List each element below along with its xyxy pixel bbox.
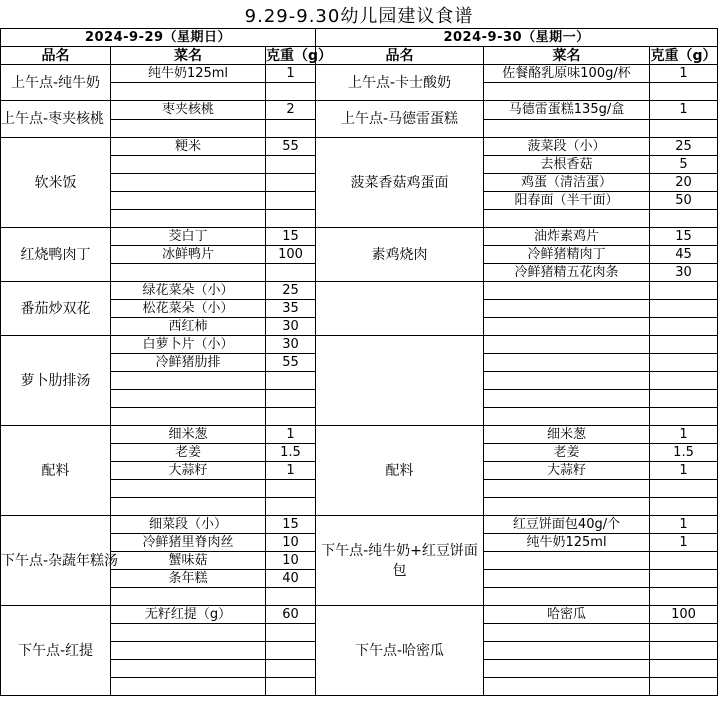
empty-cell [266, 624, 316, 642]
meal-name [316, 336, 484, 426]
dish-name: 佐餐酪乳原味100g/杯 [484, 65, 650, 83]
empty-cell [266, 642, 316, 660]
empty-cell [266, 480, 316, 498]
meal-name: 菠菜香菇鸡蛋面 [316, 138, 484, 228]
dish-name: 冷鲜猪肋排 [111, 354, 266, 372]
empty-cell [266, 192, 316, 210]
dish-name: 纯牛奶125ml [484, 534, 650, 552]
empty-cell [111, 480, 266, 498]
empty-cell [484, 570, 650, 588]
dish-name: 红豆饼面包40g/个 [484, 516, 650, 534]
dish-weight: 1 [650, 516, 718, 534]
empty-cell [650, 552, 718, 570]
dish-name: 无籽红提（g） [111, 606, 266, 624]
empty-cell [650, 300, 718, 318]
table-row [1, 65, 718, 83]
dish-name: 西红柿 [111, 318, 266, 336]
table-row [1, 228, 718, 246]
dish-name: 细米葱 [111, 426, 266, 444]
dish-weight: 1.5 [650, 444, 718, 462]
empty-cell [484, 282, 650, 300]
dish-weight: 1 [650, 426, 718, 444]
table-row [1, 336, 718, 354]
empty-cell [111, 264, 266, 282]
empty-cell [650, 678, 718, 696]
empty-cell [484, 480, 650, 498]
empty-cell [111, 408, 266, 426]
dish-name: 大蒜籽 [484, 462, 650, 480]
empty-cell [111, 660, 266, 678]
empty-cell [111, 210, 266, 228]
dish-name: 老姜 [111, 444, 266, 462]
empty-cell [111, 642, 266, 660]
empty-cell [266, 264, 316, 282]
dish-name: 粳米 [111, 138, 266, 156]
empty-cell [484, 498, 650, 516]
dish-name: 马德雷蛋糕135g/盒 [484, 101, 650, 120]
dish-weight: 1 [650, 462, 718, 480]
table-row [1, 101, 718, 120]
empty-cell [484, 336, 650, 354]
date-row [1, 29, 718, 47]
dish-weight: 100 [650, 606, 718, 624]
dish-weight: 30 [266, 336, 316, 354]
empty-cell [650, 318, 718, 336]
dish-name: 冰鲜鸭片 [111, 246, 266, 264]
dish-weight: 10 [266, 534, 316, 552]
column-header-item: 品名 [1, 47, 111, 65]
dish-name: 冷鲜猪精五花肉条 [484, 264, 650, 282]
empty-cell [650, 642, 718, 660]
empty-cell [484, 83, 650, 101]
empty-cell [266, 120, 316, 138]
dish-name: 冷鲜猪里脊肉丝 [111, 534, 266, 552]
column-header-dish: 菜名 [111, 47, 266, 65]
meal-name: 下午点-纯牛奶+红豆饼面包 [316, 516, 484, 606]
dish-weight: 30 [650, 264, 718, 282]
day-date: 2024-9-30（星期一） [316, 29, 718, 47]
empty-cell [111, 120, 266, 138]
dish-weight: 25 [266, 282, 316, 300]
dish-name: 鸡蛋（清洁蛋） [484, 174, 650, 192]
dish-name: 条年糕 [111, 570, 266, 588]
header-row [1, 47, 718, 65]
empty-cell [266, 174, 316, 192]
column-header-item: 品名 [316, 47, 484, 65]
menu-table [0, 28, 718, 696]
empty-cell [111, 390, 266, 408]
empty-cell [650, 336, 718, 354]
meal-name [316, 282, 484, 336]
empty-cell [266, 372, 316, 390]
dish-weight: 2 [266, 101, 316, 120]
empty-cell [266, 498, 316, 516]
dish-name: 蟹味菇 [111, 552, 266, 570]
empty-cell [111, 678, 266, 696]
page-title: 9.29-9.30幼儿园建议食谱 [244, 6, 474, 27]
dish-name: 大蒜籽 [111, 462, 266, 480]
column-header-dish: 菜名 [484, 47, 650, 65]
dish-weight: 10 [266, 552, 316, 570]
empty-cell [650, 480, 718, 498]
empty-cell [484, 300, 650, 318]
dish-weight: 55 [266, 138, 316, 156]
meal-name: 上午点-卡士酸奶 [316, 65, 484, 101]
meal-name: 素鸡烧肉 [316, 228, 484, 282]
empty-cell [266, 588, 316, 606]
meal-name: 下午点-红提 [1, 606, 111, 696]
empty-cell [650, 588, 718, 606]
meal-name: 配料 [1, 426, 111, 516]
empty-cell [484, 318, 650, 336]
meal-name: 软米饭 [1, 138, 111, 228]
dish-weight: 45 [650, 246, 718, 264]
empty-cell [650, 390, 718, 408]
meal-name: 上午点-马德雷蛋糕 [316, 101, 484, 138]
table-row [1, 426, 718, 444]
dish-name: 细米葱 [484, 426, 650, 444]
empty-cell [650, 498, 718, 516]
meal-name: 下午点-哈密瓜 [316, 606, 484, 696]
dish-name: 菠菜段（小） [484, 138, 650, 156]
dish-weight: 1 [650, 534, 718, 552]
empty-cell [484, 552, 650, 570]
meal-name: 红烧鸭肉丁 [1, 228, 111, 282]
empty-cell [111, 588, 266, 606]
dish-weight: 15 [266, 228, 316, 246]
dish-weight: 20 [650, 174, 718, 192]
dish-weight: 60 [266, 606, 316, 624]
meal-name: 萝卜肋排汤 [1, 336, 111, 426]
empty-cell [111, 498, 266, 516]
empty-cell [650, 282, 718, 300]
meal-name: 下午点-杂蔬年糕汤 [1, 516, 111, 606]
empty-cell [111, 192, 266, 210]
column-header-weight: 克重（g） [650, 47, 717, 64]
empty-cell [111, 372, 266, 390]
meal-name: 配料 [316, 426, 484, 516]
dish-weight: 5 [650, 156, 718, 174]
empty-cell [484, 372, 650, 390]
dish-weight: 35 [266, 300, 316, 318]
column-header-weight: 克重（g） [266, 47, 333, 64]
empty-cell [650, 210, 718, 228]
dish-weight: 1 [650, 101, 718, 120]
empty-cell [266, 156, 316, 174]
dish-weight: 100 [266, 246, 316, 264]
day-date: 2024-9-29（星期日） [1, 29, 316, 47]
empty-cell [111, 624, 266, 642]
empty-cell [484, 624, 650, 642]
empty-cell [650, 83, 718, 101]
dish-name: 油炸素鸡片 [484, 228, 650, 246]
dish-weight: 1 [266, 462, 316, 480]
empty-cell [650, 660, 718, 678]
empty-cell [484, 660, 650, 678]
table-row [1, 606, 718, 624]
dish-name: 绿花菜朵（小） [111, 282, 266, 300]
empty-cell [650, 570, 718, 588]
empty-cell [484, 678, 650, 696]
empty-cell [111, 174, 266, 192]
empty-cell [484, 642, 650, 660]
dish-weight: 50 [650, 192, 718, 210]
dish-name: 白萝卜片（小） [111, 336, 266, 354]
dish-weight: 1 [266, 65, 316, 83]
empty-cell [484, 354, 650, 372]
meal-name: 上午点-纯牛奶 [1, 65, 111, 101]
table-row [1, 138, 718, 156]
table-row [1, 516, 718, 534]
dish-name: 茭白丁 [111, 228, 266, 246]
dish-name: 松花菜朵（小） [111, 300, 266, 318]
empty-cell [650, 372, 718, 390]
empty-cell [266, 210, 316, 228]
dish-name: 枣夹核桃 [111, 101, 266, 120]
dish-name: 纯牛奶125ml [111, 65, 266, 83]
meal-name: 番茄炒双花 [1, 282, 111, 336]
empty-cell [484, 588, 650, 606]
empty-cell [484, 390, 650, 408]
dish-name: 老姜 [484, 444, 650, 462]
dish-weight: 30 [266, 318, 316, 336]
dish-weight: 1 [266, 426, 316, 444]
empty-cell [266, 408, 316, 426]
dish-weight: 55 [266, 354, 316, 372]
empty-cell [650, 354, 718, 372]
empty-cell [111, 83, 266, 101]
empty-cell [484, 210, 650, 228]
dish-name: 哈密瓜 [484, 606, 650, 624]
empty-cell [266, 660, 316, 678]
empty-cell [266, 390, 316, 408]
dish-weight: 1.5 [266, 444, 316, 462]
empty-cell [484, 120, 650, 138]
dish-name: 阳春面（半干面） [484, 192, 650, 210]
empty-cell [111, 156, 266, 174]
empty-cell [650, 408, 718, 426]
empty-cell [650, 624, 718, 642]
dish-name: 细菜段（小） [111, 516, 266, 534]
empty-cell [266, 678, 316, 696]
dish-weight: 15 [266, 516, 316, 534]
meal-name: 上午点-枣夹核桃 [1, 101, 111, 138]
dish-weight: 25 [650, 138, 718, 156]
dish-weight: 1 [650, 65, 718, 83]
dish-name: 冷鲜猪精肉丁 [484, 246, 650, 264]
table-row [1, 282, 718, 300]
empty-cell [650, 120, 718, 138]
dish-name: 去根香菇 [484, 156, 650, 174]
empty-cell [266, 83, 316, 101]
dish-weight: 15 [650, 228, 718, 246]
empty-cell [484, 408, 650, 426]
dish-weight: 40 [266, 570, 316, 588]
